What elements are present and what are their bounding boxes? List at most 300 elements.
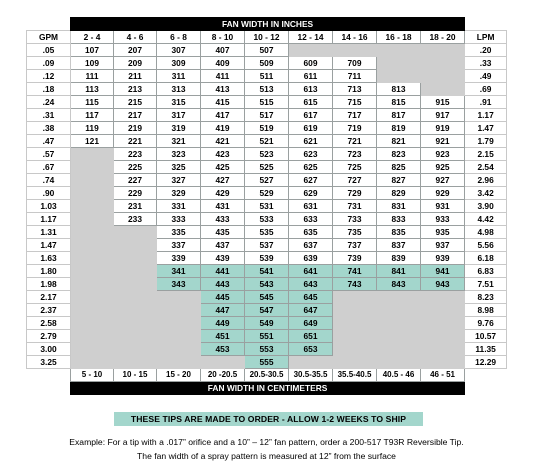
- unavailable-cell: [157, 356, 201, 369]
- tip-number-cell: 527: [245, 174, 289, 187]
- gpm-value: 1.31: [27, 226, 71, 239]
- unavailable-cell: [421, 291, 465, 304]
- table-row: [27, 148, 507, 161]
- tip-number-cell: 333: [157, 213, 201, 226]
- blank-cell: [465, 382, 507, 395]
- tip-number-cell: 109: [71, 57, 114, 70]
- unavailable-cell: [333, 343, 377, 356]
- tip-number-cell: 827: [377, 174, 421, 187]
- tip-number-cell: 445: [201, 291, 245, 304]
- tip-number-cell: 545: [245, 291, 289, 304]
- gpm-value: .74: [27, 174, 71, 187]
- lpm-value: 6.83: [465, 265, 507, 278]
- tip-number-cell: 211: [114, 70, 157, 83]
- unavailable-cell: [421, 317, 465, 330]
- gpm-value: .47: [27, 135, 71, 148]
- gpm-value: 1.03: [27, 200, 71, 213]
- gpm-value: 1.98: [27, 278, 71, 291]
- lpm-value: 1.79: [465, 135, 507, 148]
- unavailable-cell: [114, 317, 157, 330]
- table-row: [27, 122, 507, 135]
- tip-number-cell: 339: [157, 252, 201, 265]
- lpm-value: 1.47: [465, 122, 507, 135]
- tip-number-cell: 935: [421, 226, 465, 239]
- gpm-value: 1.47: [27, 239, 71, 252]
- table-row: [27, 57, 507, 70]
- blank-cell: [27, 369, 71, 382]
- tip-number-cell: 915: [421, 96, 465, 109]
- unavailable-cell: [377, 57, 421, 70]
- unavailable-cell: [71, 330, 114, 343]
- unavailable-cell: [377, 343, 421, 356]
- tip-number-cell: 617: [289, 109, 333, 122]
- gpm-value: 2.79: [27, 330, 71, 343]
- tip-number-cell: 227: [114, 174, 157, 187]
- unavailable-cell: [71, 161, 114, 174]
- tip-number-cell: 817: [377, 109, 421, 122]
- blank-cell: [465, 18, 507, 31]
- lpm-value: 7.51: [465, 278, 507, 291]
- tip-number-cell: 709: [333, 57, 377, 70]
- table-row: [27, 226, 507, 239]
- tip-number-cell: 611: [289, 70, 333, 83]
- example-text: Example: For a tip with a .017” orifice and a 10” – 12” fan pattern, order a 200-517 T93R Reversible Tip.: [69, 437, 464, 447]
- tip-number-cell: 521: [245, 135, 289, 148]
- tip-number-cell: 937: [421, 239, 465, 252]
- table-row: [27, 96, 507, 109]
- gpm-value: 2.37: [27, 304, 71, 317]
- tip-number-cell: 525: [245, 161, 289, 174]
- tip-number-cell: 645: [289, 291, 333, 304]
- tip-number-cell: 635: [289, 226, 333, 239]
- tip-number-cell: 449: [201, 317, 245, 330]
- tip-number-cell: 551: [245, 330, 289, 343]
- tip-number-cell: 619: [289, 122, 333, 135]
- tip-number-cell: 821: [377, 135, 421, 148]
- tip-number-cell: 433: [201, 213, 245, 226]
- tip-number-cell: 621: [289, 135, 333, 148]
- unavailable-cell: [71, 187, 114, 200]
- tip-number-cell: 425: [201, 161, 245, 174]
- gpm-value: .57: [27, 148, 71, 161]
- tip-number-cell: 409: [201, 57, 245, 70]
- tip-number-cell: 927: [421, 174, 465, 187]
- tip-number-cell: 613: [289, 83, 333, 96]
- tip-number-cell: 331: [157, 200, 201, 213]
- tip-number-cell: 431: [201, 200, 245, 213]
- tip-number-cell: 843: [377, 278, 421, 291]
- inch-column-header: 18 - 20: [421, 31, 465, 44]
- tip-number-cell: 641: [289, 265, 333, 278]
- tip-number-cell: 721: [333, 135, 377, 148]
- tip-number-cell: 437: [201, 239, 245, 252]
- tip-number-cell: 555: [245, 356, 289, 369]
- tip-number-cell: 533: [245, 213, 289, 226]
- gpm-value: 3.00: [27, 343, 71, 356]
- table-row: [27, 161, 507, 174]
- tip-number-cell: 829: [377, 187, 421, 200]
- tip-number-cell: 541: [245, 265, 289, 278]
- tip-number-cell: 121: [71, 135, 114, 148]
- cm-column-header: 35.5-40.5: [333, 369, 377, 382]
- unavailable-cell: [421, 330, 465, 343]
- tip-number-cell: 653: [289, 343, 333, 356]
- tip-number-cell: 831: [377, 200, 421, 213]
- cm-column-header: 5 - 10: [71, 369, 114, 382]
- lpm-value: 2.15: [465, 148, 507, 161]
- unavailable-cell: [377, 291, 421, 304]
- tip-number-cell: 543: [245, 278, 289, 291]
- unavailable-cell: [114, 304, 157, 317]
- blank-cell: [27, 382, 71, 395]
- unavailable-cell: [71, 213, 114, 226]
- unavailable-cell: [421, 57, 465, 70]
- unavailable-cell: [157, 330, 201, 343]
- table-row: [27, 330, 507, 343]
- tip-number-cell: 727: [333, 174, 377, 187]
- lpm-value: 3.90: [465, 200, 507, 213]
- unavailable-cell: [71, 148, 114, 161]
- tip-number-cell: 717: [333, 109, 377, 122]
- gpm-value: 1.63: [27, 252, 71, 265]
- tip-number-cell: 435: [201, 226, 245, 239]
- lpm-value: .91: [465, 96, 507, 109]
- unavailable-cell: [377, 356, 421, 369]
- inch-column-header: 10 - 12: [245, 31, 289, 44]
- gpm-value: 1.17: [27, 213, 71, 226]
- unavailable-cell: [421, 70, 465, 83]
- unavailable-cell: [201, 356, 245, 369]
- tip-number-cell: 115: [71, 96, 114, 109]
- fan-width-chart: [26, 17, 506, 395]
- tip-number-cell: 119: [71, 122, 114, 135]
- cm-column-header: 40.5 - 46: [377, 369, 421, 382]
- lpm-value: 2.96: [465, 174, 507, 187]
- tip-number-cell: 919: [421, 122, 465, 135]
- gpm-value: 2.58: [27, 317, 71, 330]
- lpm-value: .33: [465, 57, 507, 70]
- inch-column-header: 16 - 18: [377, 31, 421, 44]
- tip-number-cell: 625: [289, 161, 333, 174]
- tip-number-cell: 609: [289, 57, 333, 70]
- unavailable-cell: [71, 291, 114, 304]
- tip-number-cell: 839: [377, 252, 421, 265]
- table-row: [27, 278, 507, 291]
- tip-number-cell: 519: [245, 122, 289, 135]
- cm-column-header: 46 - 51: [421, 369, 465, 382]
- tip-number-cell: 231: [114, 200, 157, 213]
- tip-number-cell: 825: [377, 161, 421, 174]
- tip-number-cell: 841: [377, 265, 421, 278]
- inch-column-header: 12 - 14: [289, 31, 333, 44]
- tip-number-cell: 637: [289, 239, 333, 252]
- tip-number-cell: 307: [157, 44, 201, 57]
- table-row: [27, 252, 507, 265]
- tip-number-cell: 629: [289, 187, 333, 200]
- inch-column-header: 6 - 8: [157, 31, 201, 44]
- cm-column-header: 20.5-30.5: [245, 369, 289, 382]
- tip-number-cell: 219: [114, 122, 157, 135]
- lpm-value: 5.56: [465, 239, 507, 252]
- unavailable-cell: [114, 226, 157, 239]
- tip-number-cell: 453: [201, 343, 245, 356]
- lpm-value: 4.42: [465, 213, 507, 226]
- tip-number-cell: 823: [377, 148, 421, 161]
- tip-number-cell: 837: [377, 239, 421, 252]
- table-row: [27, 343, 507, 356]
- unavailable-cell: [71, 356, 114, 369]
- inch-title: FAN WIDTH IN INCHES: [71, 18, 465, 31]
- tip-number-cell: 931: [421, 200, 465, 213]
- inch-column-header: 2 - 4: [71, 31, 114, 44]
- gpm-value: .67: [27, 161, 71, 174]
- unavailable-cell: [377, 70, 421, 83]
- table-row: [27, 213, 507, 226]
- tip-number-cell: 535: [245, 226, 289, 239]
- tip-number-cell: 711: [333, 70, 377, 83]
- inch-column-header: 4 - 6: [114, 31, 157, 44]
- tip-number-cell: 715: [333, 96, 377, 109]
- tip-number-cell: 327: [157, 174, 201, 187]
- cm-title-row: [27, 382, 507, 395]
- made-to-order-notice: THESE TIPS ARE MADE TO ORDER - ALLOW 1-2 WEEKS TO SHIP: [114, 412, 423, 426]
- tip-number-cell: 713: [333, 83, 377, 96]
- tip-number-cell: 321: [157, 135, 201, 148]
- unavailable-cell: [114, 343, 157, 356]
- tip-number-cell: 311: [157, 70, 201, 83]
- tip-number-cell: 421: [201, 135, 245, 148]
- tip-number-cell: 729: [333, 187, 377, 200]
- unavailable-cell: [114, 239, 157, 252]
- table-row: [27, 265, 507, 278]
- tip-number-cell: 735: [333, 226, 377, 239]
- unavailable-cell: [421, 356, 465, 369]
- tip-number-cell: 537: [245, 239, 289, 252]
- lpm-value: 6.18: [465, 252, 507, 265]
- tip-number-cell: 815: [377, 96, 421, 109]
- unavailable-cell: [157, 291, 201, 304]
- lpm-header: LPM: [465, 31, 507, 44]
- unavailable-cell: [114, 265, 157, 278]
- tip-number-cell: 223: [114, 148, 157, 161]
- inch-column-header: 8 - 10: [201, 31, 245, 44]
- tip-number-cell: 925: [421, 161, 465, 174]
- tip-number-cell: 111: [71, 70, 114, 83]
- tip-number-cell: 511: [245, 70, 289, 83]
- unavailable-cell: [421, 44, 465, 57]
- tip-number-cell: 547: [245, 304, 289, 317]
- tip-number-cell: 549: [245, 317, 289, 330]
- tip-number-cell: 627: [289, 174, 333, 187]
- tip-number-cell: 413: [201, 83, 245, 96]
- gpm-value: 2.17: [27, 291, 71, 304]
- tip-number-cell: 929: [421, 187, 465, 200]
- tip-number-cell: 509: [245, 57, 289, 70]
- lpm-value: .49: [465, 70, 507, 83]
- tip-number-cell: 615: [289, 96, 333, 109]
- blank-cell: [27, 18, 71, 31]
- tip-number-cell: 917: [421, 109, 465, 122]
- tip-number-cell: 213: [114, 83, 157, 96]
- lpm-value: 3.42: [465, 187, 507, 200]
- tip-number-cell: 415: [201, 96, 245, 109]
- measurement-note: The fan width of a spray pattern is measured at 12” from the surface: [137, 451, 396, 461]
- tip-number-cell: 423: [201, 148, 245, 161]
- cm-header-row: [27, 369, 507, 382]
- cm-title: FAN WIDTH IN CENTIMETERS: [71, 382, 465, 395]
- inch-column-header: 14 - 16: [333, 31, 377, 44]
- tip-number-cell: 341: [157, 265, 201, 278]
- table-row: [27, 356, 507, 369]
- lpm-value: .20: [465, 44, 507, 57]
- cm-column-header: 10 - 15: [114, 369, 157, 382]
- gpm-value: 1.80: [27, 265, 71, 278]
- tip-number-cell: 723: [333, 148, 377, 161]
- unavailable-cell: [71, 226, 114, 239]
- tip-number-cell: 325: [157, 161, 201, 174]
- tip-number-cell: 323: [157, 148, 201, 161]
- unavailable-cell: [333, 317, 377, 330]
- tip-number-cell: 233: [114, 213, 157, 226]
- table-row: [27, 187, 507, 200]
- tip-number-cell: 329: [157, 187, 201, 200]
- tip-number-cell: 539: [245, 252, 289, 265]
- tip-number-cell: 451: [201, 330, 245, 343]
- table-row: [27, 291, 507, 304]
- tip-number-cell: 229: [114, 187, 157, 200]
- fan-width-table: [26, 17, 507, 395]
- unavailable-cell: [157, 317, 201, 330]
- tip-number-cell: 443: [201, 278, 245, 291]
- table-row: [27, 239, 507, 252]
- tip-number-cell: 725: [333, 161, 377, 174]
- lpm-value: .69: [465, 83, 507, 96]
- unavailable-cell: [333, 44, 377, 57]
- tip-number-cell: 107: [71, 44, 114, 57]
- tip-number-cell: 741: [333, 265, 377, 278]
- unavailable-cell: [377, 44, 421, 57]
- gpm-value: .12: [27, 70, 71, 83]
- unavailable-cell: [289, 356, 333, 369]
- tip-number-cell: 515: [245, 96, 289, 109]
- lpm-value: 12.29: [465, 356, 507, 369]
- table-row: [27, 317, 507, 330]
- tip-number-cell: 513: [245, 83, 289, 96]
- tip-number-cell: 719: [333, 122, 377, 135]
- tip-number-cell: 517: [245, 109, 289, 122]
- tip-number-cell: 221: [114, 135, 157, 148]
- unavailable-cell: [114, 330, 157, 343]
- unavailable-cell: [157, 304, 201, 317]
- unavailable-cell: [377, 317, 421, 330]
- tip-number-cell: 743: [333, 278, 377, 291]
- tip-number-cell: 737: [333, 239, 377, 252]
- unavailable-cell: [157, 343, 201, 356]
- tip-number-cell: 317: [157, 109, 201, 122]
- unavailable-cell: [421, 83, 465, 96]
- tip-number-cell: 411: [201, 70, 245, 83]
- gpm-value: .18: [27, 83, 71, 96]
- tip-number-cell: 639: [289, 252, 333, 265]
- cm-column-header: 15 - 20: [157, 369, 201, 382]
- gpm-value: .24: [27, 96, 71, 109]
- tip-number-cell: 209: [114, 57, 157, 70]
- unavailable-cell: [333, 304, 377, 317]
- gpm-value: .09: [27, 57, 71, 70]
- unavailable-cell: [421, 304, 465, 317]
- cm-column-header: 30.5-35.5: [289, 369, 333, 382]
- lpm-value: 4.98: [465, 226, 507, 239]
- tip-number-cell: 407: [201, 44, 245, 57]
- tip-number-cell: 819: [377, 122, 421, 135]
- tip-number-cell: 217: [114, 109, 157, 122]
- unavailable-cell: [71, 317, 114, 330]
- lpm-value: 10.57: [465, 330, 507, 343]
- tip-number-cell: 427: [201, 174, 245, 187]
- tip-number-cell: 835: [377, 226, 421, 239]
- tip-number-cell: 531: [245, 200, 289, 213]
- tip-number-cell: 553: [245, 343, 289, 356]
- gpm-value: 3.25: [27, 356, 71, 369]
- tip-number-cell: 429: [201, 187, 245, 200]
- unavailable-cell: [114, 278, 157, 291]
- unavailable-cell: [421, 343, 465, 356]
- gpm-value: .90: [27, 187, 71, 200]
- tip-number-cell: 633: [289, 213, 333, 226]
- tip-number-cell: 313: [157, 83, 201, 96]
- table-row: [27, 200, 507, 213]
- unavailable-cell: [377, 304, 421, 317]
- tip-number-cell: 921: [421, 135, 465, 148]
- tip-number-cell: 315: [157, 96, 201, 109]
- inch-title-row: [27, 18, 507, 31]
- tip-number-cell: 933: [421, 213, 465, 226]
- tip-number-cell: 631: [289, 200, 333, 213]
- cm-column-header: 20 -20.5: [201, 369, 245, 382]
- tip-number-cell: 651: [289, 330, 333, 343]
- tip-number-cell: 319: [157, 122, 201, 135]
- tip-number-cell: 733: [333, 213, 377, 226]
- tip-number-cell: 447: [201, 304, 245, 317]
- table-row: [27, 174, 507, 187]
- unavailable-cell: [289, 44, 333, 57]
- unavailable-cell: [71, 343, 114, 356]
- tip-number-cell: 441: [201, 265, 245, 278]
- lpm-value: 9.76: [465, 317, 507, 330]
- tip-number-cell: 335: [157, 226, 201, 239]
- tip-number-cell: 939: [421, 252, 465, 265]
- table-row: [27, 135, 507, 148]
- lpm-value: 11.35: [465, 343, 507, 356]
- gpm-value: .31: [27, 109, 71, 122]
- inch-header-row: [27, 31, 507, 44]
- unavailable-cell: [114, 356, 157, 369]
- unavailable-cell: [114, 252, 157, 265]
- gpm-value: .05: [27, 44, 71, 57]
- tip-number-cell: 647: [289, 304, 333, 317]
- unavailable-cell: [71, 252, 114, 265]
- tip-number-cell: 623: [289, 148, 333, 161]
- tip-number-cell: 417: [201, 109, 245, 122]
- unavailable-cell: [71, 278, 114, 291]
- unavailable-cell: [377, 330, 421, 343]
- unavailable-cell: [71, 174, 114, 187]
- tip-number-cell: 529: [245, 187, 289, 200]
- unavailable-cell: [71, 265, 114, 278]
- unavailable-cell: [333, 291, 377, 304]
- tip-number-cell: 731: [333, 200, 377, 213]
- tip-number-cell: 943: [421, 278, 465, 291]
